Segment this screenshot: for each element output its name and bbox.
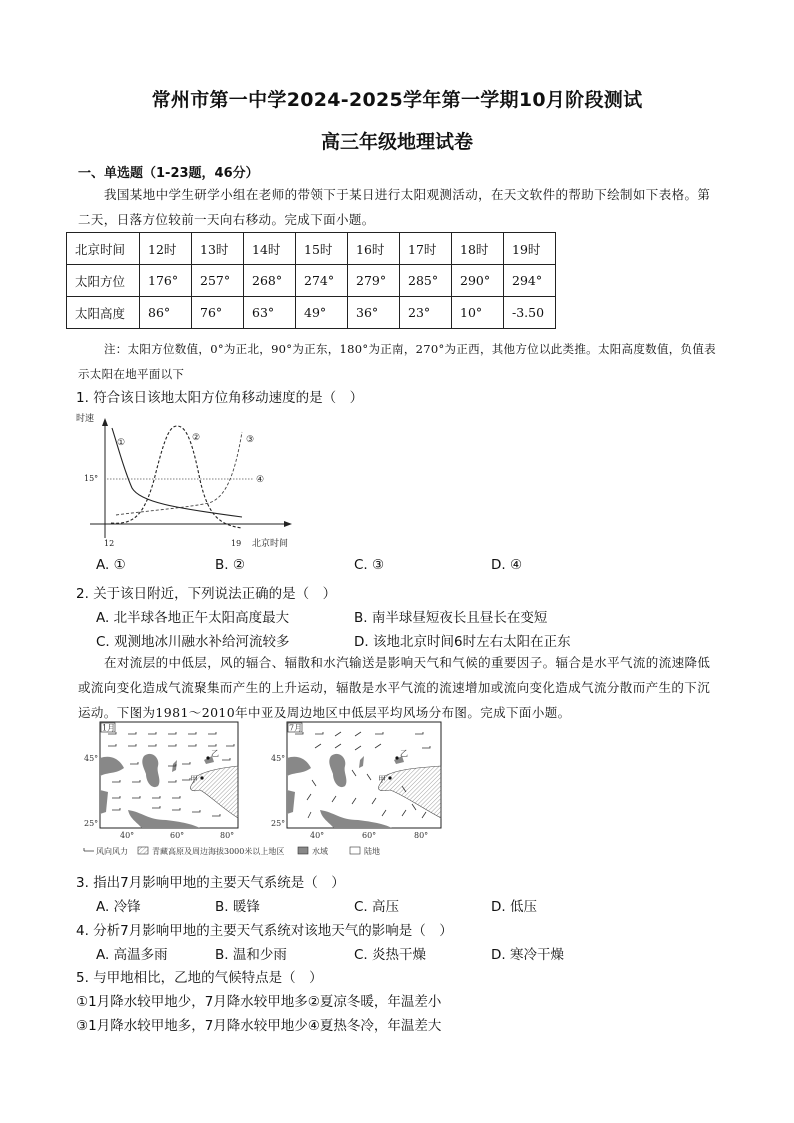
y-axis-label: 时速 — [76, 414, 95, 424]
svg-text:45°: 45° — [271, 754, 286, 763]
table-cell: 63° — [244, 297, 296, 329]
table-cell: 16时 — [348, 233, 400, 265]
map-january — [84, 722, 238, 840]
q2-option-c[interactable]: C. 观测地冰川融水补给河流较多 — [96, 634, 290, 650]
q4-option-b[interactable]: B. 温和少雨 — [215, 947, 287, 963]
q2-option-d[interactable]: D. 该地北京时间6时左右太阳在正东 — [354, 634, 571, 650]
x-tick-19: 19 — [231, 539, 242, 548]
sun-observation-table — [66, 232, 556, 329]
q5-statement-line-1: ①1月降水较甲地少，7月降水较甲地多②夏凉冬暖，年温差小 — [76, 994, 442, 1010]
svg-text:40°: 40° — [310, 831, 325, 840]
plateau-legend-icon — [138, 847, 148, 854]
water-legend-icon — [298, 847, 308, 854]
table-cell: 13时 — [192, 233, 244, 265]
q3-option-a[interactable]: A. 冷锋 — [96, 899, 141, 915]
q4-option-d[interactable]: D. 寒冷干燥 — [491, 947, 564, 963]
series-2-line — [111, 426, 242, 528]
table-cell: 257° — [192, 265, 244, 297]
svg-text:45°: 45° — [84, 754, 99, 763]
series-1-label: ① — [117, 438, 126, 448]
q3-option-b[interactable]: B. 暖锋 — [215, 899, 260, 915]
table-cell: 176° — [140, 265, 192, 297]
table-cell: 14时 — [244, 233, 296, 265]
svg-text:40°: 40° — [120, 831, 135, 840]
svg-text:陆地: 陆地 — [364, 847, 380, 856]
table-cell: 10° — [452, 297, 504, 329]
svg-text:7月: 7月 — [289, 723, 303, 733]
table-cell: 36° — [348, 297, 400, 329]
question-2: 2. 关于该日附近，下列说法正确的是（ ） — [76, 586, 337, 602]
row-header: 太阳方位 — [67, 265, 140, 297]
table-cell: 285° — [400, 265, 452, 297]
series-3-label: ③ — [246, 435, 255, 445]
passage-1: 我国某地中学生研学小组在老师的带领下于某日进行太阳观测活动，在天文软件的帮助下绘制如下表格。第二天，日落方位较前一天向右移动。完成下面小题。 — [78, 187, 711, 227]
table-cell: 23° — [400, 297, 452, 329]
q4-option-a[interactable]: A. 高温多雨 — [96, 947, 168, 963]
svg-text:60°: 60° — [362, 831, 377, 840]
series-3-line — [116, 432, 242, 515]
question-1: 1. 符合该日该地太阳方位角移动速度的是（ ） — [76, 390, 364, 406]
land-legend-icon — [350, 847, 360, 854]
series-2-label: ② — [192, 433, 201, 443]
table-cell: 274° — [296, 265, 348, 297]
table-cell: 290° — [452, 265, 504, 297]
table-note: 注：太阳方位数值，0°为正北，90°为正东，180°为正南，270°为正西，其他方位以此类推。太阳高度数值，负值表示太阳在地平面以下 — [78, 342, 716, 381]
svg-text:甲: 甲 — [378, 775, 386, 784]
exam-subtitle: 高三年级地理试卷 — [320, 131, 473, 153]
table-cell: 279° — [348, 265, 400, 297]
table-cell: 49° — [296, 297, 348, 329]
table-cell: 86° — [140, 297, 192, 329]
row-header: 北京时间 — [67, 233, 140, 265]
passage-2: 在对流层的中低层，风的辐合、辐散和水汽输送是影响天气和气候的重要因子。辐合是水平气流的流速降低或流向变化造成气流聚集而产生的上升运动，辐散是水平气流的流速增加或流向变化造成气流分散而产生的下沉运动。下图为1981～2010年中亚及周边地区中低层平均风场分布图。完成下面小题。 — [78, 655, 711, 720]
table-row — [67, 297, 556, 329]
map-july — [271, 722, 441, 840]
table-cell: 12时 — [140, 233, 192, 265]
q3-option-c[interactable]: C. 高压 — [354, 899, 400, 915]
table-cell: 15时 — [296, 233, 348, 265]
svg-text:80°: 80° — [414, 831, 429, 840]
svg-text:1月: 1月 — [102, 723, 116, 733]
series-1-line — [112, 428, 242, 517]
table-cell: 18时 — [452, 233, 504, 265]
q2-option-b[interactable]: B. 南半球昼短夜长且昼长在变短 — [354, 610, 548, 626]
table-cell: 19时 — [504, 233, 556, 265]
svg-text:乙: 乙 — [400, 749, 408, 758]
q1-option-d[interactable]: D. ④ — [491, 557, 523, 573]
q5-statement-line-2: ③1月降水较甲地多，7月降水较甲地少④夏热冬冷，年温差大 — [76, 1018, 442, 1034]
svg-text:乙: 乙 — [211, 749, 219, 758]
map-legend — [84, 846, 380, 856]
svg-text:青藏高原及周边海拔3000米以上地区: 青藏高原及周边海拔3000米以上地区 — [152, 847, 285, 856]
question-5: 5. 与甲地相比，乙地的气候特点是（ ） — [76, 970, 323, 986]
section-heading: 一、单选题（1-23题，46分） — [78, 166, 259, 181]
q4-option-c[interactable]: C. 炎热干燥 — [354, 947, 427, 963]
table-cell: 294° — [504, 265, 556, 297]
series-4-label: ④ — [256, 475, 265, 485]
x-axis-label: 北京时间 — [252, 539, 289, 549]
question-4: 4. 分析7月影响甲地的主要天气系统对该地天气的影响是（ ） — [76, 923, 453, 939]
svg-text:风向风力: 风向风力 — [96, 847, 128, 856]
svg-text:80°: 80° — [220, 831, 235, 840]
svg-text:25°: 25° — [271, 819, 286, 828]
table-row — [67, 233, 556, 265]
table-cell: -3.50 — [504, 297, 556, 329]
table-cell: 268° — [244, 265, 296, 297]
wind-barb-icon — [84, 848, 94, 851]
q1-option-a[interactable]: A. ① — [96, 557, 126, 573]
table-cell: 17时 — [400, 233, 452, 265]
exam-title: 常州市第一中学2024-2025学年第一学期10月阶段测试 — [151, 89, 643, 111]
q2-option-a[interactable]: A. 北半球各地正午太阳高度最大 — [96, 610, 290, 626]
azimuth-speed-chart — [74, 410, 304, 550]
table-row — [67, 265, 556, 297]
q1-option-c[interactable]: C. ③ — [354, 557, 385, 573]
row-header: 太阳高度 — [67, 297, 140, 329]
svg-text:水域: 水域 — [312, 847, 328, 856]
svg-text:甲: 甲 — [190, 775, 198, 784]
q3-option-d[interactable]: D. 低压 — [491, 899, 537, 915]
table-cell: 76° — [192, 297, 244, 329]
wind-field-maps — [82, 720, 447, 865]
svg-text:25°: 25° — [84, 819, 99, 828]
y-tick-15: 15° — [84, 474, 99, 483]
q1-option-b[interactable]: B. ② — [215, 557, 245, 573]
x-tick-12: 12 — [104, 539, 115, 548]
question-3: 3. 指出7月影响甲地的主要天气系统是（ ） — [76, 875, 345, 891]
svg-text:60°: 60° — [170, 831, 185, 840]
